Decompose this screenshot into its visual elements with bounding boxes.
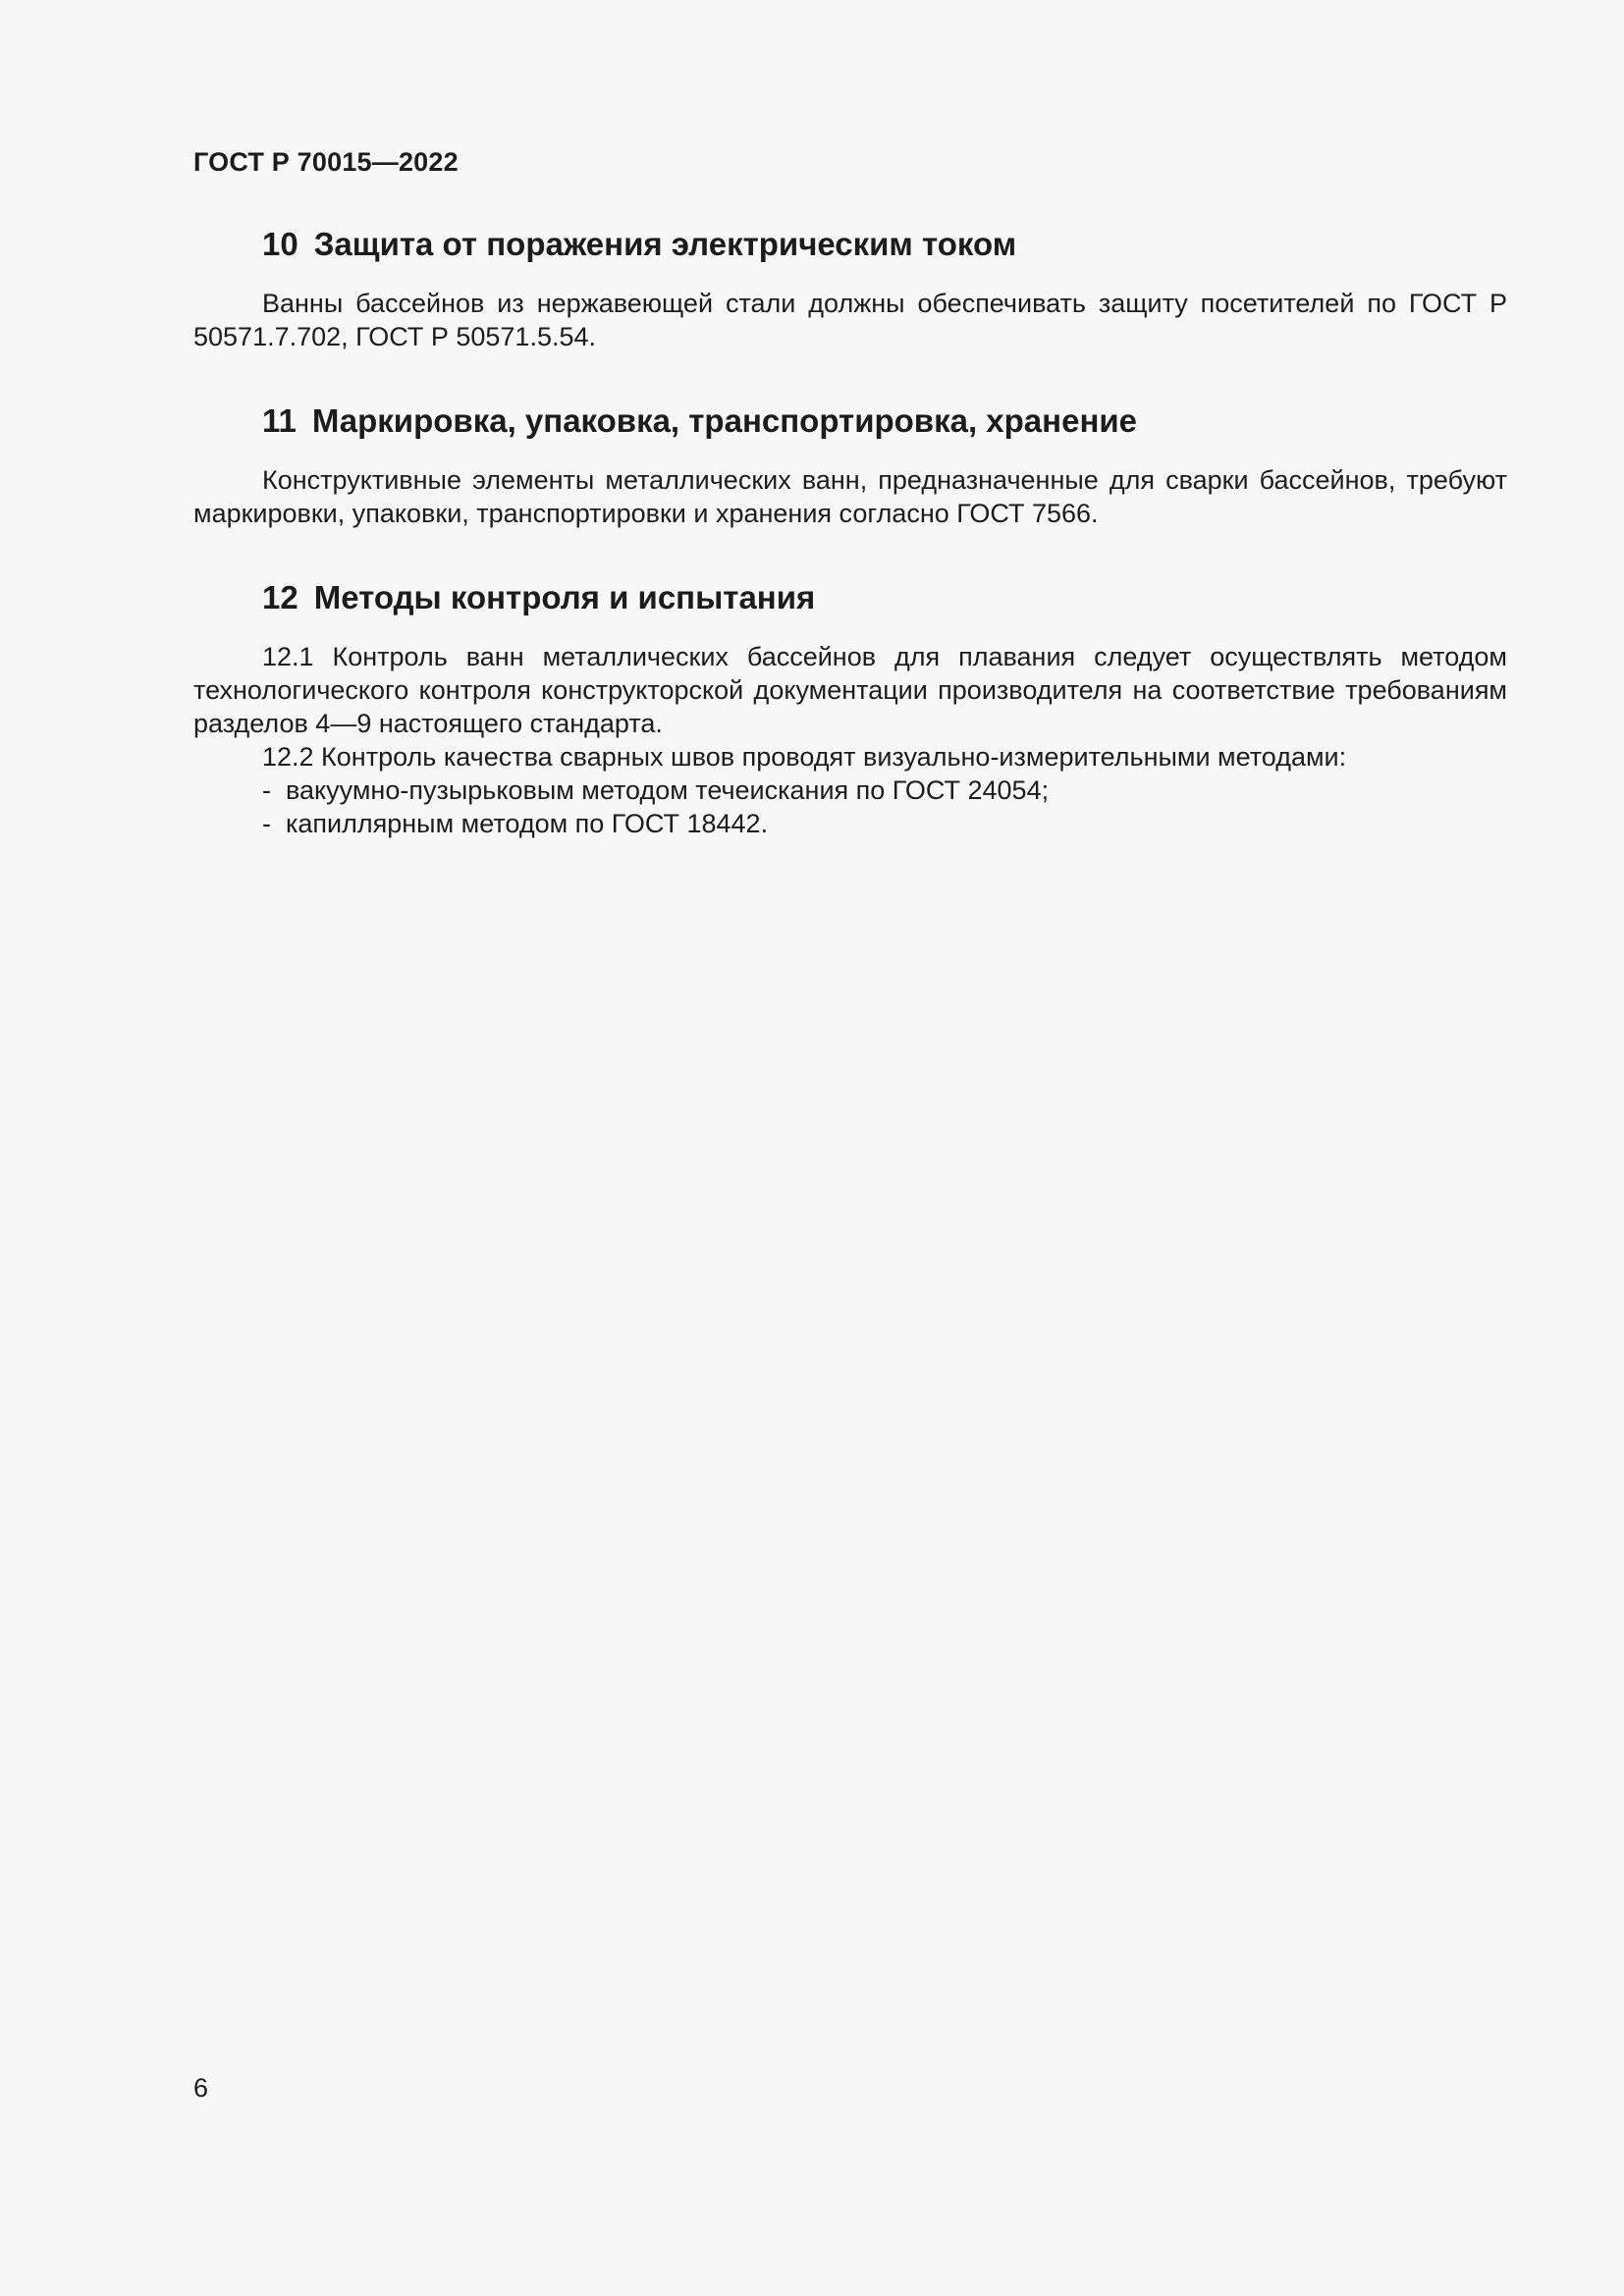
paragraph-12-2: 12.2 Контроль качества сварных швов проводят визуально-измерительными методами: xyxy=(262,742,1347,772)
paragraph-12-1: 12.1 Контроль ванн металлических бассейнов для плавания следует осуществлять методом технологического контроля конструкторской документации производителя на соответствие требованиям разделов 4—9 настоящего стандарта. xyxy=(193,642,1507,738)
section-11 xyxy=(193,399,1507,530)
list-item-text: вакуумно-пузырьковым методом течеискания по ГОСТ 24054; xyxy=(286,775,1050,805)
section-number: 11 xyxy=(262,402,297,439)
section-12 xyxy=(193,575,1507,840)
list-item-text: капиллярным методом по ГОСТ 18442. xyxy=(286,809,769,838)
paragraph: Конструктивные элементы металлических ванн, предназначенные для сварки бассейнов, требуют маркировки, упаковки, транспортировки и хранения согласно ГОСТ 7566. xyxy=(193,465,1507,528)
document-body xyxy=(193,222,1507,885)
section-heading xyxy=(193,222,1507,267)
section-number: 10 xyxy=(262,226,298,262)
paragraph: Ванны бассейнов из нержавеющей стали должны обеспечивать защиту посетителей по ГОСТ Р 50571.7.702, ГОСТ Р 50571.5.54. xyxy=(193,289,1507,351)
document-header: ГОСТ Р 70015—2022 xyxy=(193,147,459,177)
list-marker: - xyxy=(262,809,271,838)
section-title: Маркировка, упаковка, транспортировка, хранение xyxy=(311,402,1138,439)
section-heading xyxy=(193,399,1507,444)
section-heading xyxy=(193,575,1507,620)
list-item xyxy=(193,774,1507,807)
list-item xyxy=(193,807,1507,840)
list-marker: - xyxy=(262,775,271,805)
section-number: 12 xyxy=(262,579,298,615)
section-title: Защита от поражения электрическим током xyxy=(313,226,1017,262)
section-10 xyxy=(193,222,1507,353)
section-title: Методы контроля и испытания xyxy=(313,579,816,615)
page-number: 6 xyxy=(193,2073,209,2103)
